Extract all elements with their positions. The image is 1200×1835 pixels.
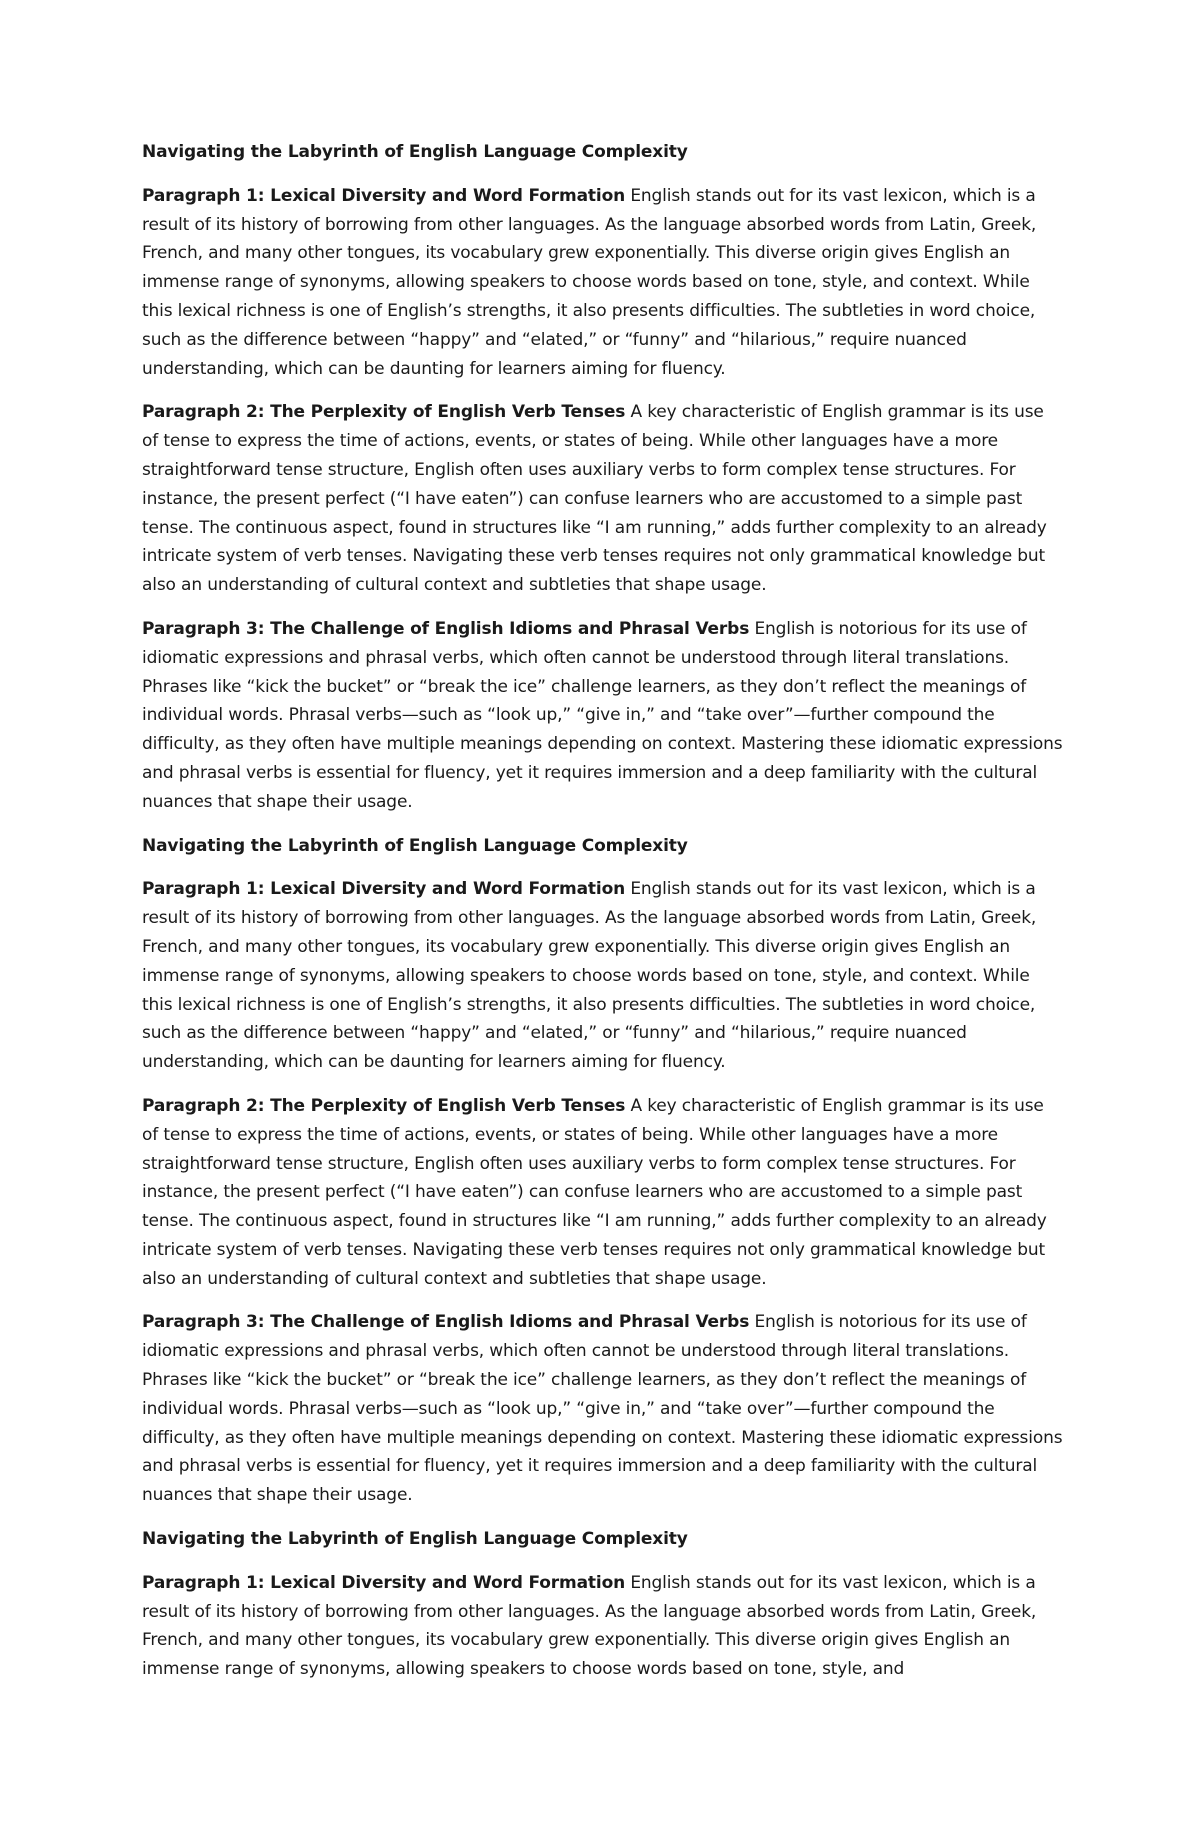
paragraph-heading: Paragraph 1: Lexical Diversity and Word Formation — [142, 1572, 626, 1593]
paragraph — [142, 875, 1064, 1077]
section-title: Navigating the Labyrinth of English Language Complexity — [142, 835, 688, 856]
paragraph-text: A key characteristic of English grammar is its use of tense to express the time of actions, events, or states of being. While other languages have a more straightforward tense structure, English often uses auxiliary verbs to form complex tense structures. For instance, the present perfect (“I have eaten”) can confuse learners who are accustomed to a simple past tense. The continuous aspect, found in structures like “I am running,” adds further complexity to an already intricate system of verb tenses. Navigating these verb tenses requires not only grammatical knowledge but also an understanding of cultural context and subtleties that shape usage. — [142, 1095, 1047, 1289]
document-section — [142, 138, 1064, 817]
paragraph-text: English stands out for its vast lexicon, which is a result of its history of borrowing from other languages. As the language absorbed words from Latin, Greek, French, and many other tongues, its vocabulary grew exponentially. This diverse origin gives English an immense range of synonyms, allowing speakers to choose words based on tone, style, and context. While this lexical richness is one of English’s strengths, it also presents difficulties. The subtleties in word choice, such as the difference between “happy” and “elated,” or “funny” and “hilarious,” require nuanced understanding, which can be daunting for learners aiming for fluency. — [142, 185, 1037, 379]
paragraph-heading: Paragraph 3: The Challenge of English Idioms and Phrasal Verbs — [142, 1312, 750, 1333]
paragraph-heading: Paragraph 2: The Perplexity of English Verb Tenses — [142, 402, 626, 423]
paragraph-heading: Paragraph 1: Lexical Diversity and Word Formation — [142, 185, 626, 206]
paragraph-text: English stands out for its vast lexicon, which is a result of its history of borrowing from other languages. As the language absorbed words from Latin, Greek, French, and many other tongues, its vocabulary grew exponentially. This diverse origin gives English an immense range of synonyms, allowing speakers to choose words based on tone, style, and context. While this lexical richness is one of English’s strengths, it also presents difficulties. The subtleties in word choice, such as the difference between “happy” and “elated,” or “funny” and “hilarious,” require nuanced understanding, which can be daunting for learners aiming for fluency. — [142, 879, 1037, 1073]
section-title: Navigating the Labyrinth of English Language Complexity — [142, 142, 688, 162]
paragraph-text: English stands out for its vast lexicon, which is a result of its history of borrowing from other languages. As the language absorbed words from Latin, Greek, French, and many other tongues, its vocabulary grew exponentially. This diverse origin gives English an immense range of synonyms, allowing speakers to choose words based on tone, style, and — [142, 1572, 1037, 1680]
paragraph — [142, 182, 1064, 384]
paragraph — [142, 398, 1064, 600]
paragraph — [142, 1569, 1064, 1684]
paragraph-text: English is notorious for its use of idiomatic expressions and phrasal verbs, which often cannot be understood through literal translations. Phrases like “kick the bucket” or “break the ice” challenge learners, as they don’t reflect the meanings of individual words. Phrasal verbs—such as “look up,” “give in,” and “take over”—further compound the difficulty, as they often have multiple meanings depending on context. Mastering these idiomatic expressions and phrasal verbs is essential for fluency, yet it requires immersion and a deep familiarity with the cultural nuances that shape their usage. — [142, 618, 1063, 812]
paragraph-heading: Paragraph 2: The Perplexity of English Verb Tenses — [142, 1095, 626, 1116]
paragraph-text: English is notorious for its use of idiomatic expressions and phrasal verbs, which often cannot be understood through literal translations. Phrases like “kick the bucket” or “break the ice” challenge learners, as they don’t reflect the meanings of individual words. Phrasal verbs—such as “look up,” “give in,” and “take over”—further compound the difficulty, as they often have multiple meanings depending on context. Mastering these idiomatic expressions and phrasal verbs is essential for fluency, yet it requires immersion and a deep familiarity with the cultural nuances that shape their usage. — [142, 1312, 1063, 1506]
document-body — [142, 138, 1064, 1699]
paragraph-heading: Paragraph 3: The Challenge of English Idioms and Phrasal Verbs — [142, 618, 750, 639]
paragraph — [142, 1092, 1064, 1294]
paragraph-text: A key characteristic of English grammar is its use of tense to express the time of actions, events, or states of being. While other languages have a more straightforward tense structure, English often uses auxiliary verbs to form complex tense structures. For instance, the present perfect (“I have eaten”) can confuse learners who are accustomed to a simple past tense. The continuous aspect, found in structures like “I am running,” adds further complexity to an already intricate system of verb tenses. Navigating these verb tenses requires not only grammatical knowledge but also an understanding of cultural context and subtleties that shape usage. — [142, 402, 1047, 596]
document-section — [142, 832, 1064, 1511]
paragraph — [142, 615, 1064, 817]
document-section — [142, 1525, 1064, 1684]
section-title: Navigating the Labyrinth of English Language Complexity — [142, 1529, 688, 1550]
paragraph — [142, 1308, 1064, 1510]
paragraph-heading: Paragraph 1: Lexical Diversity and Word Formation — [142, 879, 626, 900]
